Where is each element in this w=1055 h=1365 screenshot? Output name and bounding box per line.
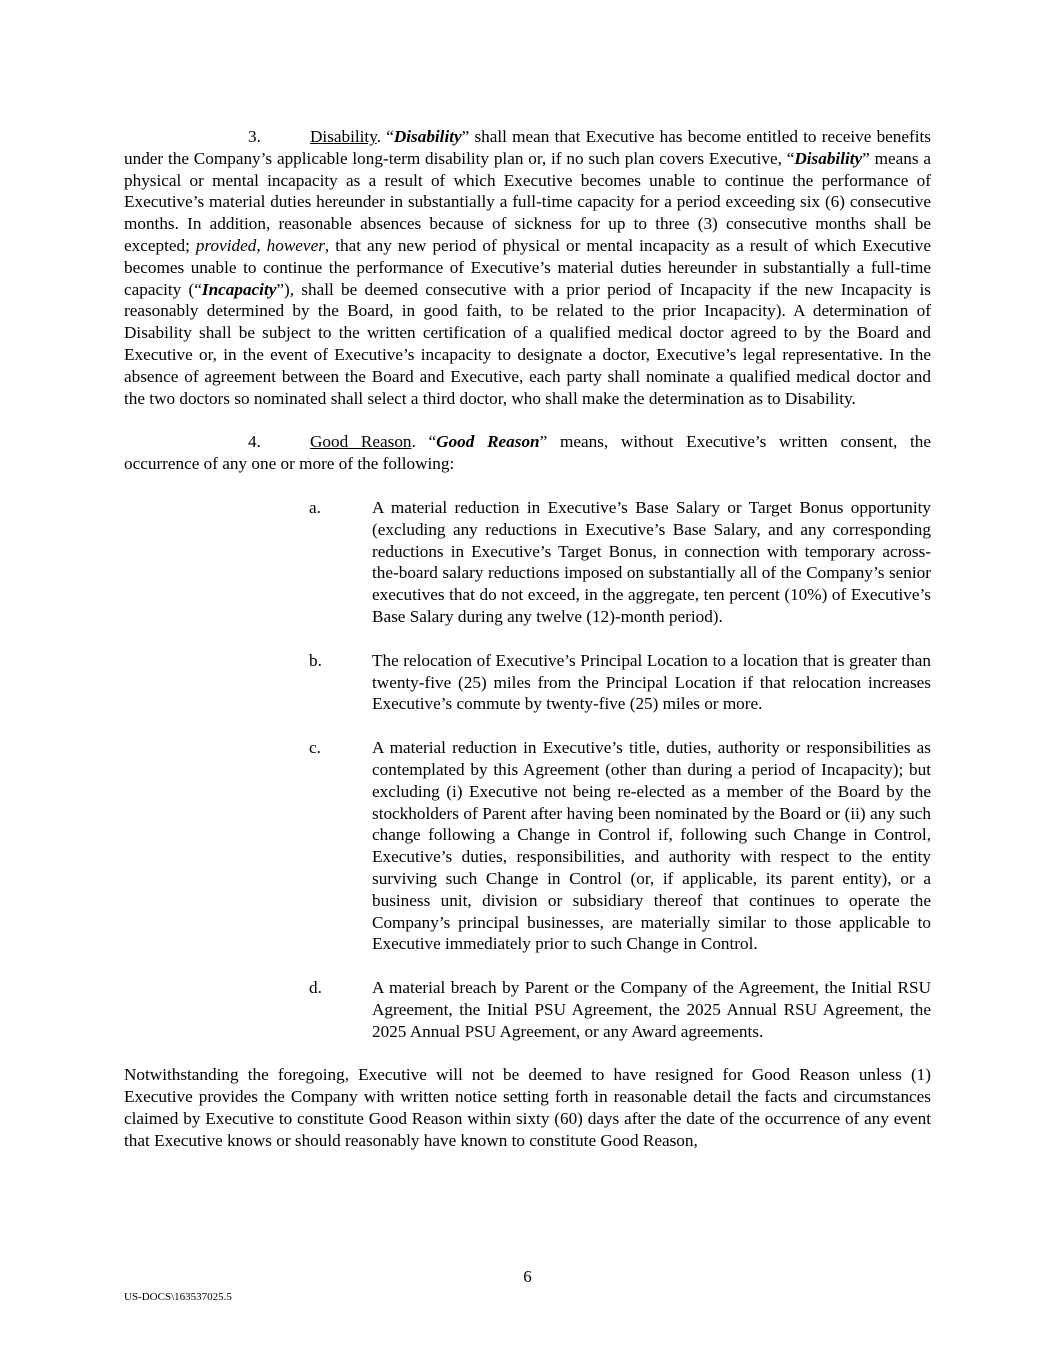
section-3-term-2: Disability	[794, 148, 863, 168]
list-item	[309, 650, 931, 715]
section-3-close-quote: ”)	[276, 279, 290, 299]
list-item-text: A material reduction in Executive’s title, duties, authority or responsibilities as contemplated by this Agreement (other than during a period of Incapacity); but excluding (i) Executive not being re-elected as a member of the Board by the stockholders of Parent after having been nominated by the Board or (ii) any such change following a Change in Control if, following such Change in Control, Executive’s duties, responsibilities, and authority with respect to the entity surviving such Change in Control (or, if applicable, its parent entity), or a business unit, division or subsidiary thereof that continues to operate the Company’s principal businesses, are materially similar to those applicable to Executive immediately prior to such Change in Control.	[372, 738, 931, 954]
section-4-term: Good Reason	[436, 432, 540, 452]
section-4-number: 4.	[248, 432, 261, 452]
section-3-heading: Disability	[310, 127, 377, 146]
list-item	[309, 497, 931, 628]
section-3-provided: provided	[195, 235, 257, 255]
section-3-italic-comma: ,	[289, 279, 295, 299]
list-item-letter: d.	[309, 978, 322, 998]
list-item	[309, 977, 931, 1042]
list-item-text: A material reduction in Executive’s Base Salary or Target Bonus opportunity (excluding any reductions in Executive’s Base Salary, and any corresponding reductions in Executive’s Target Bonus, in connection with temporary across-the-board salary reductions imposed on substantially all of the Company’s senior executives that do not exceed, in the aggregate, ten percent (10%) of Executive’s Base Salary during any twelve (12)-month period).	[372, 497, 931, 626]
notwithstanding-paragraph: Notwithstanding the foregoing, Executive will not be deemed to have resigned for Good Reason unless (1) Executive provides the Company with written notice setting forth in reasonable detail the facts and circumstances claimed by Executive to constitute Good Reason within sixty (60) days after the date of the occurrence of any event that Executive knows or should reasonably have known to constitute Good Reason,	[124, 1065, 931, 1150]
list-item-text: The relocation of Executive’s Principal Location to a location that is greater than twenty-five (25) miles from the Principal Location if that relocation increases Executive’s commute by twenty-five (25) miles or more.	[372, 650, 931, 714]
list-item-letter: a.	[309, 497, 321, 517]
section-3-paragraph	[124, 126, 931, 409]
section-4-after-heading: . “	[411, 432, 437, 452]
section-3-text-3: , that any new period of physical or mental incapacity as a result of which Executive becomes unable to continue the performance of Executive’s material duties hereunder in substantially a full-time capacity (“	[124, 235, 931, 299]
document-id: US-DOCS\163537025.5	[124, 1291, 232, 1303]
list-item-letter: c.	[309, 738, 321, 758]
document-body	[124, 126, 931, 1152]
section-3-comma: ,	[256, 235, 267, 255]
section-4-heading: Good Reason	[310, 432, 412, 452]
section-3-however: however	[266, 235, 325, 255]
section-4-text-1: ” means, without Executive’s written consent, the occurrence of any one or more of the following:	[124, 432, 931, 474]
section-4-paragraph	[124, 431, 931, 475]
section-3-after-heading: . “	[376, 127, 394, 146]
good-reason-list	[124, 497, 931, 1043]
list-item-text: A material breach by Parent or the Company of the Agreement, the Initial RSU Agreement, the Initial PSU Agreement, the 2025 Annual RSU Agreement, the 2025 Annual PSU Agreement, or any Award agreements.	[372, 978, 931, 1041]
section-3-text-4: shall be deemed consecutive with a prior period of Incapacity if the new Incapacity is reasonably determined by the Board, in good faith, to be related to the prior Incapacity). A determination of Disability shall be subject to the written certification of a qualified medical doctor agreed to by the Board and Executive or, in the event of Executive’s incapacity to designate a doctor, Executive’s legal representative. In the absence of agreement between the Board and Executive, each party shall nominate a qualified medical doctor and the two doctors so nominated shall select a third doctor, who shall make the determination as to Disability.	[124, 279, 932, 408]
page-number: 6	[523, 1267, 532, 1286]
list-item-letter: b.	[309, 650, 322, 670]
list-item	[309, 737, 931, 955]
section-3-number: 3.	[248, 127, 261, 146]
section-3-text-2: ” means a physical or mental incapacity as a result of which Executive becomes unable to continue the performance of Executive’s material duties hereunder in substantially a full-time capacity for a period exceeding six (6) consecutive months. In addition, reasonable absences because of sickness for up to three (3) consecutive months shall be excepted;	[124, 148, 931, 255]
section-3-text-1: ” shall mean that Executive has become entitled to receive benefits under the Company’s applicable long-term disability plan or, if no such plan covers Executive, “	[124, 127, 931, 168]
section-3-term: Disability	[393, 127, 462, 146]
section-3-term-3: Incapacity	[201, 279, 277, 299]
